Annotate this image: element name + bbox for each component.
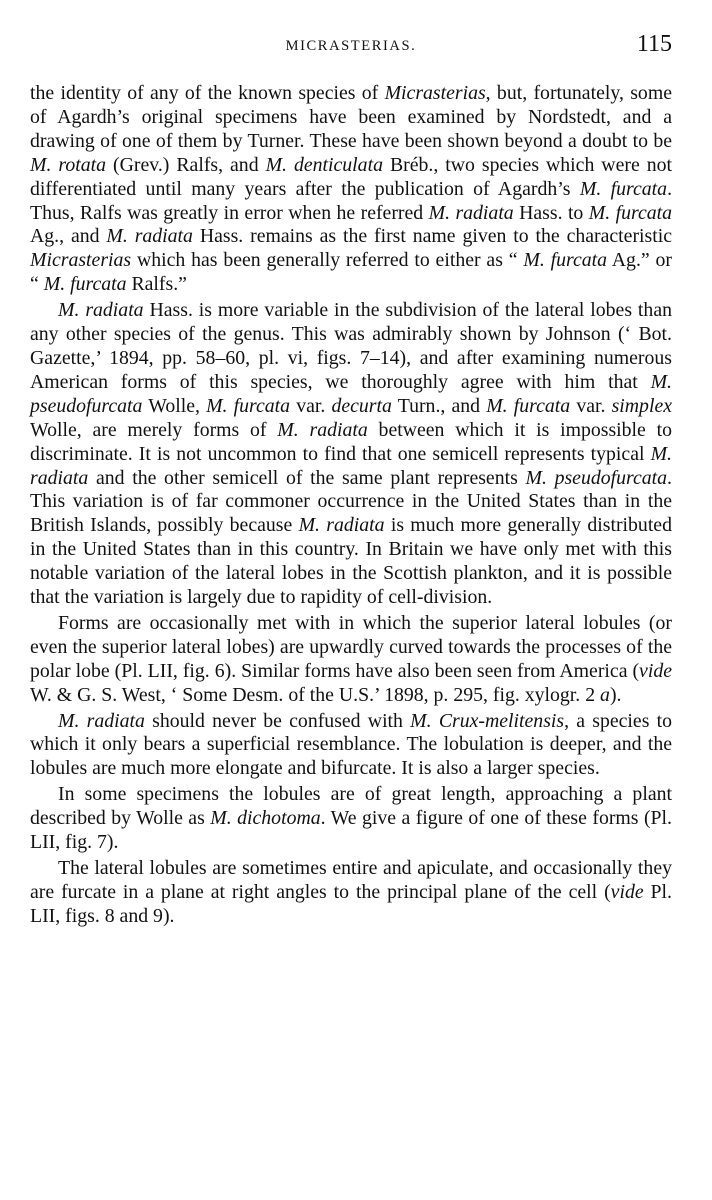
paragraph <box>30 82 672 297</box>
italic-term: M. pseudofurcata <box>30 370 672 417</box>
italic-term: vide <box>610 880 644 903</box>
italic-term: vide <box>639 659 672 682</box>
text-run: W. & G. S. West, ‘ Some Desm. of the U.S.’ 1898, p. 295, fig. xylogr. 2 <box>30 683 601 706</box>
text-run: ). <box>609 683 622 706</box>
italic-term: M. furcata <box>588 201 672 224</box>
text-run: The lateral lobules are sometimes entire and apiculate, and occasionally they are furcate in a plane at right angles to the principal plane of the cell ( <box>30 857 672 903</box>
text-run: which has been generally referred to either as “ <box>131 249 524 272</box>
text-run: . This variation is of far commoner occurrence in the United States than in the British Islands, possibly because <box>30 466 672 537</box>
italic-term: M. radiata <box>277 418 368 441</box>
text-run: Ag., and <box>30 225 107 248</box>
italic-term: M. furcata <box>206 394 291 417</box>
italic-term: decurta <box>331 394 392 417</box>
italic-term: M. radiata <box>106 225 193 248</box>
text-run: should never be confused with <box>144 709 411 732</box>
paragraph <box>30 612 672 708</box>
italic-term: M. radiata <box>428 201 514 224</box>
italic-term: M. furcata <box>486 394 571 417</box>
italic-term: M. radiata <box>58 709 145 732</box>
italic-term: simplex <box>611 394 673 417</box>
body-text <box>30 82 672 929</box>
text-run: Hass. is more variable in the subdivision of the lateral lobes than any other species of the genus. This was admirably shown by Johnson (‘ Bot. Gazette,’ 1894, pp. 58–60, pl. vi, figs. 7–14), and after examining numerous American forms of this species, we thoroughly agree with him that <box>30 299 672 393</box>
text-run: Pl. LII, figs. 8 and 9). <box>30 880 672 927</box>
italic-term: M. denticulata <box>265 153 383 176</box>
text-run: var. <box>290 394 332 417</box>
text-run: between which it is impossible to discriminate. It is not uncommon to find that one semicell represents typical <box>30 418 672 465</box>
italic-term: M. radiata <box>298 514 385 537</box>
text-run: Hass. remains as the first name given to the characteristic <box>192 225 673 248</box>
text-run: Hass. to <box>513 201 589 224</box>
italic-term: M. furcata <box>579 177 668 200</box>
italic-term: M. rotata <box>30 153 107 176</box>
text-run: . We give a figure of one of these forms (Pl. LII, fig. 7). <box>30 807 672 854</box>
text-run: the identity of any of the known species of <box>30 82 385 104</box>
italic-term: Micrasterias <box>30 249 132 272</box>
paragraph <box>30 783 672 855</box>
page-number: 115 <box>636 31 672 57</box>
text-run: . Thus, Ralfs was greatly in error when he referred <box>30 177 673 224</box>
text-run: (Grev.) Ralfs, and <box>106 153 266 176</box>
italic-term: M. radiata <box>58 299 144 322</box>
text-run: is much more generally distributed in the United States than in this country. In Britain we have only met with this notable variation of the lateral lobes in the Scottish plankton, and it is possible that the variation is largely due to rapidity of cell-division. <box>30 514 672 609</box>
paragraph <box>30 299 672 610</box>
running-title: MICRASTERIAS. <box>285 38 417 54</box>
text-run: var. <box>570 394 612 417</box>
italic-term: M. dichotoma <box>210 807 321 830</box>
italic-term: Micrasterias <box>384 82 486 104</box>
text-run: Wolle, <box>142 394 207 417</box>
italic-term: M. Crux-melitensis <box>410 709 565 732</box>
paragraph <box>30 710 672 782</box>
italic-term: M. furcata <box>43 273 127 296</box>
text-run: , but, fortunately, some of Agardh’s original specimens have been examined by Nordstedt, and a drawing of one of them by Turner. These have been shown beyond a doubt to be <box>30 82 672 152</box>
italic-term: M. pseudofurcata <box>525 466 668 489</box>
text-run: Bréb., two species which were not differentiated until many years after the publication of Agardh’s <box>30 153 672 200</box>
text-run: Wolle, are merely forms of <box>30 418 278 441</box>
italic-term: M. radiata <box>30 442 672 489</box>
paragraph <box>30 857 672 929</box>
text-run: Ralfs.” <box>126 273 187 296</box>
running-head <box>30 31 672 64</box>
text-run: Turn., and <box>391 394 487 417</box>
italic-term: M. furcata <box>523 249 608 272</box>
text-run: In some specimens the lobules are of great length, approaching a plant described by Wolle as <box>30 783 672 830</box>
text-run: and the other semicell of the same plant represents <box>88 466 526 489</box>
text-run: , a species to which it only bears a superficial resemblance. The lobulation is deeper, and the lobules are much more elongate and bifurcate. It is also a larger species. <box>30 709 672 780</box>
text-run: Ag.” or “ <box>30 249 672 296</box>
italic-term: a <box>600 683 610 706</box>
text-run: Forms are occasionally met with in which the superior lateral lobules (or even the superior lateral lobes) are upwardly curved towards the processes of the polar lobe (Pl. LII, fig. 6). Similar forms have also been seen from America ( <box>30 611 672 682</box>
